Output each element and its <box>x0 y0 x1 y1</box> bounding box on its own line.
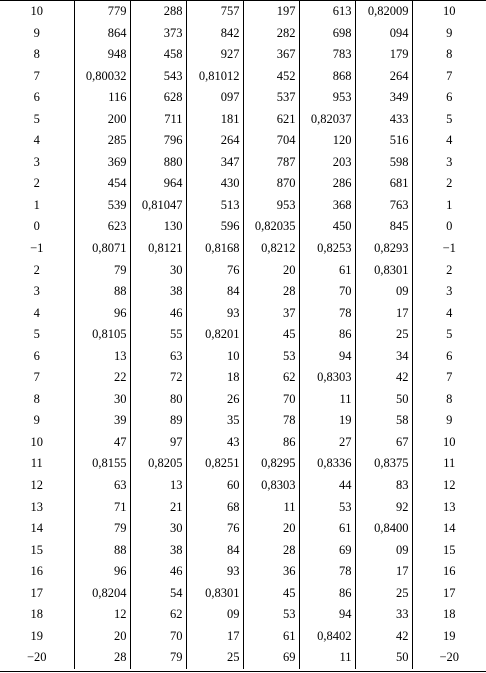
value-cell: 845 <box>355 216 412 238</box>
value-cell: 430 <box>186 173 243 195</box>
value-cell: 86 <box>299 324 355 346</box>
table-row <box>0 324 486 346</box>
value-cell: 13 <box>130 475 186 497</box>
value-cell: 116 <box>74 87 130 109</box>
row-index-cell: 10 <box>30 4 43 18</box>
value-cell: 0,8400 <box>355 518 412 540</box>
value-cell: 0,82009 <box>355 1 412 23</box>
row-index-cell: 9 <box>33 413 40 428</box>
value-cell: 763 <box>355 195 412 217</box>
value-cell: 369 <box>74 152 130 174</box>
value-cell: 17 <box>355 561 412 583</box>
row-index-cell: 8 <box>412 44 486 66</box>
value-cell: 21 <box>130 497 186 519</box>
value-cell: 70 <box>243 389 299 411</box>
table-row <box>0 44 486 66</box>
value-cell: 0,8295 <box>243 453 299 475</box>
row-index-cell: −1 <box>30 241 44 256</box>
value-cell: 93 <box>186 303 243 325</box>
row-index-cell: 8 <box>33 391 40 406</box>
row-index-cell: 13 <box>412 497 486 519</box>
value-cell: 796 <box>130 130 186 152</box>
table-row <box>0 561 486 583</box>
value-cell: 09 <box>355 281 412 303</box>
value-cell: 88 <box>74 281 130 303</box>
value-cell: 30 <box>130 518 186 540</box>
value-cell: 0,8402 <box>299 626 355 648</box>
value-cell: 53 <box>299 497 355 519</box>
value-cell: 288 <box>130 1 186 23</box>
row-index-cell: 10 <box>412 1 486 23</box>
value-cell: 25 <box>355 324 412 346</box>
table-row <box>0 281 486 303</box>
value-cell: 264 <box>355 66 412 88</box>
value-cell: 0,81012 <box>186 66 243 88</box>
table-row <box>0 152 486 174</box>
value-cell: 948 <box>74 44 130 66</box>
value-cell: 86 <box>243 432 299 454</box>
row-index-cell: 16 <box>412 561 486 583</box>
numeric-table <box>0 1 486 669</box>
row-index-cell: 7 <box>33 68 40 83</box>
value-cell: 779 <box>74 1 130 23</box>
value-cell: 681 <box>355 173 412 195</box>
value-cell: 63 <box>130 346 186 368</box>
row-index-cell: 6 <box>412 346 486 368</box>
value-cell: 596 <box>186 216 243 238</box>
value-cell: 63 <box>74 475 130 497</box>
row-index-cell: 2 <box>33 262 40 277</box>
table-row <box>0 497 486 519</box>
value-cell: 598 <box>355 152 412 174</box>
row-index-cell: 12 <box>412 475 486 497</box>
row-index-cell: 14 <box>30 521 43 536</box>
value-cell: 33 <box>355 604 412 626</box>
table-row <box>0 346 486 368</box>
value-cell: 78 <box>243 410 299 432</box>
value-cell: 28 <box>74 647 130 669</box>
row-index-cell: 8 <box>33 47 40 62</box>
value-cell: 35 <box>186 410 243 432</box>
value-cell: 96 <box>74 561 130 583</box>
table-row <box>0 23 486 45</box>
value-cell: 179 <box>355 44 412 66</box>
value-cell: 94 <box>299 346 355 368</box>
row-index-cell: 3 <box>412 152 486 174</box>
value-cell: 54 <box>130 583 186 605</box>
value-cell: 0,82035 <box>243 216 299 238</box>
value-cell: 0,8201 <box>186 324 243 346</box>
row-index-cell: 12 <box>30 478 43 493</box>
value-cell: 711 <box>130 109 186 131</box>
value-cell: 19 <box>299 410 355 432</box>
value-cell: 37 <box>243 303 299 325</box>
value-cell: 0,8253 <box>299 238 355 260</box>
row-index-cell: 3 <box>412 281 486 303</box>
value-cell: 367 <box>243 44 299 66</box>
value-cell: 0,8212 <box>243 238 299 260</box>
value-cell: 0,8205 <box>130 453 186 475</box>
value-cell: 43 <box>186 432 243 454</box>
value-cell: 130 <box>130 216 186 238</box>
value-cell: 26 <box>186 389 243 411</box>
value-cell: 870 <box>243 173 299 195</box>
row-index-cell: 4 <box>412 303 486 325</box>
value-cell: 0,8303 <box>243 475 299 497</box>
value-cell: 20 <box>243 260 299 282</box>
value-cell: 0,80032 <box>74 66 130 88</box>
value-cell: 0,8204 <box>74 583 130 605</box>
table-row <box>0 173 486 195</box>
row-index-cell: 9 <box>412 410 486 432</box>
value-cell: 58 <box>355 410 412 432</box>
value-cell: 78 <box>299 303 355 325</box>
value-cell: 69 <box>299 540 355 562</box>
row-index-cell: 9 <box>33 25 40 40</box>
table-row <box>0 367 486 389</box>
table-row <box>0 432 486 454</box>
row-index-cell: −1 <box>412 238 486 260</box>
value-cell: 17 <box>186 626 243 648</box>
value-cell: 45 <box>243 583 299 605</box>
value-cell: 516 <box>355 130 412 152</box>
table-row <box>0 87 486 109</box>
value-cell: 94 <box>299 604 355 626</box>
row-index-cell: 11 <box>30 456 43 471</box>
value-cell: 621 <box>243 109 299 131</box>
value-cell: 120 <box>299 130 355 152</box>
value-cell: 698 <box>299 23 355 45</box>
value-cell: 264 <box>186 130 243 152</box>
table-row <box>0 1 486 23</box>
table-row <box>0 130 486 152</box>
row-index-cell: 2 <box>412 173 486 195</box>
value-cell: 28 <box>243 281 299 303</box>
row-index-cell: −20 <box>26 650 47 665</box>
value-cell: 70 <box>299 281 355 303</box>
value-cell: 45 <box>243 324 299 346</box>
row-index-cell: 19 <box>412 626 486 648</box>
row-index-cell: 6 <box>33 348 40 363</box>
table-row <box>0 238 486 260</box>
value-cell: 282 <box>243 23 299 45</box>
value-cell: 543 <box>130 66 186 88</box>
row-index-cell: 17 <box>412 583 486 605</box>
row-index-cell: 7 <box>412 367 486 389</box>
value-cell: 11 <box>243 497 299 519</box>
value-cell: 89 <box>130 410 186 432</box>
value-cell: 46 <box>130 561 186 583</box>
value-cell: 13 <box>74 346 130 368</box>
table-row <box>0 518 486 540</box>
value-cell: 927 <box>186 44 243 66</box>
value-cell: 373 <box>130 23 186 45</box>
value-cell: 0,8301 <box>186 583 243 605</box>
value-cell: 864 <box>74 23 130 45</box>
value-cell: 47 <box>74 432 130 454</box>
value-cell: 67 <box>355 432 412 454</box>
value-cell: 613 <box>299 1 355 23</box>
value-cell: 0,8301 <box>355 260 412 282</box>
table-row <box>0 66 486 88</box>
value-cell: 953 <box>243 195 299 217</box>
value-cell: 11 <box>299 647 355 669</box>
row-index-cell: 10 <box>412 432 486 454</box>
table-row <box>0 540 486 562</box>
row-index-cell: 15 <box>30 542 43 557</box>
value-cell: 86 <box>299 583 355 605</box>
row-index-cell: 2 <box>33 176 40 191</box>
row-index-cell: 17 <box>30 585 43 600</box>
value-cell: 61 <box>243 626 299 648</box>
value-cell: 71 <box>74 497 130 519</box>
value-cell: 27 <box>299 432 355 454</box>
table-row <box>0 260 486 282</box>
row-index-cell: 5 <box>412 324 486 346</box>
value-cell: 868 <box>299 66 355 88</box>
value-cell: 09 <box>355 540 412 562</box>
value-cell: 84 <box>186 281 243 303</box>
row-index-cell: 6 <box>33 90 40 105</box>
value-cell: 38 <box>130 281 186 303</box>
table-row <box>0 626 486 648</box>
value-cell: 0,8071 <box>74 238 130 260</box>
row-index-cell: 3 <box>33 284 40 299</box>
row-index-cell: 1 <box>412 195 486 217</box>
value-cell: 60 <box>186 475 243 497</box>
table-row <box>0 195 486 217</box>
value-cell: 20 <box>74 626 130 648</box>
value-cell: 61 <box>299 518 355 540</box>
value-cell: 79 <box>74 260 130 282</box>
table-row <box>0 410 486 432</box>
row-index-cell: 1 <box>33 197 40 212</box>
value-cell: 72 <box>130 367 186 389</box>
value-cell: 84 <box>186 540 243 562</box>
value-cell: 0,8251 <box>186 453 243 475</box>
value-cell: 53 <box>243 346 299 368</box>
value-cell: 11 <box>299 389 355 411</box>
value-cell: 20 <box>243 518 299 540</box>
table-row <box>0 583 486 605</box>
row-index-cell: 15 <box>412 540 486 562</box>
value-cell: 36 <box>243 561 299 583</box>
value-cell: 25 <box>186 647 243 669</box>
value-cell: 79 <box>74 518 130 540</box>
row-index-cell: 0 <box>412 216 486 238</box>
value-cell: 200 <box>74 109 130 131</box>
value-cell: 286 <box>299 173 355 195</box>
row-index-cell: 13 <box>30 499 43 514</box>
row-index-cell: 9 <box>412 23 486 45</box>
value-cell: 09 <box>186 604 243 626</box>
value-cell: 0,8293 <box>355 238 412 260</box>
value-cell: 537 <box>243 87 299 109</box>
table-row <box>0 604 486 626</box>
row-index-cell: 5 <box>412 109 486 131</box>
row-index-cell: 5 <box>33 327 40 342</box>
value-cell: 79 <box>130 647 186 669</box>
value-cell: 55 <box>130 324 186 346</box>
value-cell: 0,8336 <box>299 453 355 475</box>
value-cell: 783 <box>299 44 355 66</box>
value-cell: 44 <box>299 475 355 497</box>
table-row <box>0 647 486 669</box>
row-index-cell: 16 <box>30 564 43 579</box>
value-cell: 28 <box>243 540 299 562</box>
row-index-cell: 6 <box>412 87 486 109</box>
value-cell: 53 <box>243 604 299 626</box>
value-cell: 69 <box>243 647 299 669</box>
value-cell: 458 <box>130 44 186 66</box>
value-cell: 368 <box>299 195 355 217</box>
value-cell: 0,8375 <box>355 453 412 475</box>
value-cell: 62 <box>130 604 186 626</box>
value-cell: 96 <box>74 303 130 325</box>
table-row <box>0 389 486 411</box>
value-cell: 76 <box>186 260 243 282</box>
value-cell: 450 <box>299 216 355 238</box>
value-cell: 34 <box>355 346 412 368</box>
value-cell: 454 <box>74 173 130 195</box>
row-index-cell: 4 <box>33 305 40 320</box>
value-cell: 18 <box>186 367 243 389</box>
value-cell: 197 <box>243 1 299 23</box>
value-cell: 094 <box>355 23 412 45</box>
value-cell: 0,8303 <box>299 367 355 389</box>
value-cell: 62 <box>243 367 299 389</box>
value-cell: 0,8121 <box>130 238 186 260</box>
value-cell: 38 <box>130 540 186 562</box>
value-cell: 97 <box>130 432 186 454</box>
row-index-cell: 11 <box>412 453 486 475</box>
row-index-cell: 10 <box>30 434 43 449</box>
value-cell: 50 <box>355 389 412 411</box>
row-index-cell: 7 <box>33 370 40 385</box>
value-cell: 92 <box>355 497 412 519</box>
value-cell: 30 <box>74 389 130 411</box>
value-cell: 452 <box>243 66 299 88</box>
value-cell: 17 <box>355 303 412 325</box>
table-row <box>0 475 486 497</box>
row-index-cell: −20 <box>412 647 486 669</box>
value-cell: 10 <box>186 346 243 368</box>
value-cell: 097 <box>186 87 243 109</box>
table-row <box>0 109 486 131</box>
row-index-cell: 7 <box>412 66 486 88</box>
value-cell: 181 <box>186 109 243 131</box>
value-cell: 68 <box>186 497 243 519</box>
row-index-cell: 8 <box>412 389 486 411</box>
row-index-cell: 3 <box>33 154 40 169</box>
value-cell: 0,8155 <box>74 453 130 475</box>
value-cell: 628 <box>130 87 186 109</box>
value-cell: 539 <box>74 195 130 217</box>
value-cell: 285 <box>74 130 130 152</box>
value-cell: 30 <box>130 260 186 282</box>
value-cell: 42 <box>355 626 412 648</box>
value-cell: 88 <box>74 540 130 562</box>
value-cell: 704 <box>243 130 299 152</box>
bottom-rule <box>0 671 486 672</box>
value-cell: 349 <box>355 87 412 109</box>
value-cell: 46 <box>130 303 186 325</box>
value-cell: 842 <box>186 23 243 45</box>
value-cell: 347 <box>186 152 243 174</box>
value-cell: 83 <box>355 475 412 497</box>
value-cell: 42 <box>355 367 412 389</box>
value-cell: 0,81047 <box>130 195 186 217</box>
value-cell: 12 <box>74 604 130 626</box>
value-cell: 80 <box>130 389 186 411</box>
value-cell: 50 <box>355 647 412 669</box>
value-cell: 880 <box>130 152 186 174</box>
table-row <box>0 216 486 238</box>
value-cell: 787 <box>243 152 299 174</box>
value-cell: 0,8105 <box>74 324 130 346</box>
value-cell: 70 <box>130 626 186 648</box>
value-cell: 39 <box>74 410 130 432</box>
table-row <box>0 303 486 325</box>
value-cell: 203 <box>299 152 355 174</box>
row-index-cell: 0 <box>33 219 40 234</box>
table-row <box>0 453 486 475</box>
value-cell: 953 <box>299 87 355 109</box>
value-cell: 433 <box>355 109 412 131</box>
value-cell: 76 <box>186 518 243 540</box>
row-index-cell: 2 <box>412 260 486 282</box>
value-cell: 78 <box>299 561 355 583</box>
row-index-cell: 18 <box>30 607 43 622</box>
value-cell: 513 <box>186 195 243 217</box>
row-index-cell: 4 <box>33 133 40 148</box>
value-cell: 623 <box>74 216 130 238</box>
value-cell: 757 <box>186 1 243 23</box>
row-index-cell: 5 <box>33 111 40 126</box>
value-cell: 93 <box>186 561 243 583</box>
value-cell: 61 <box>299 260 355 282</box>
table-body <box>0 1 486 669</box>
value-cell: 25 <box>355 583 412 605</box>
row-index-cell: 14 <box>412 518 486 540</box>
value-cell: 0,8168 <box>186 238 243 260</box>
value-cell: 22 <box>74 367 130 389</box>
row-index-cell: 18 <box>412 604 486 626</box>
value-cell: 0,82037 <box>299 109 355 131</box>
value-cell: 964 <box>130 173 186 195</box>
row-index-cell: 4 <box>412 130 486 152</box>
row-index-cell: 19 <box>30 628 43 643</box>
